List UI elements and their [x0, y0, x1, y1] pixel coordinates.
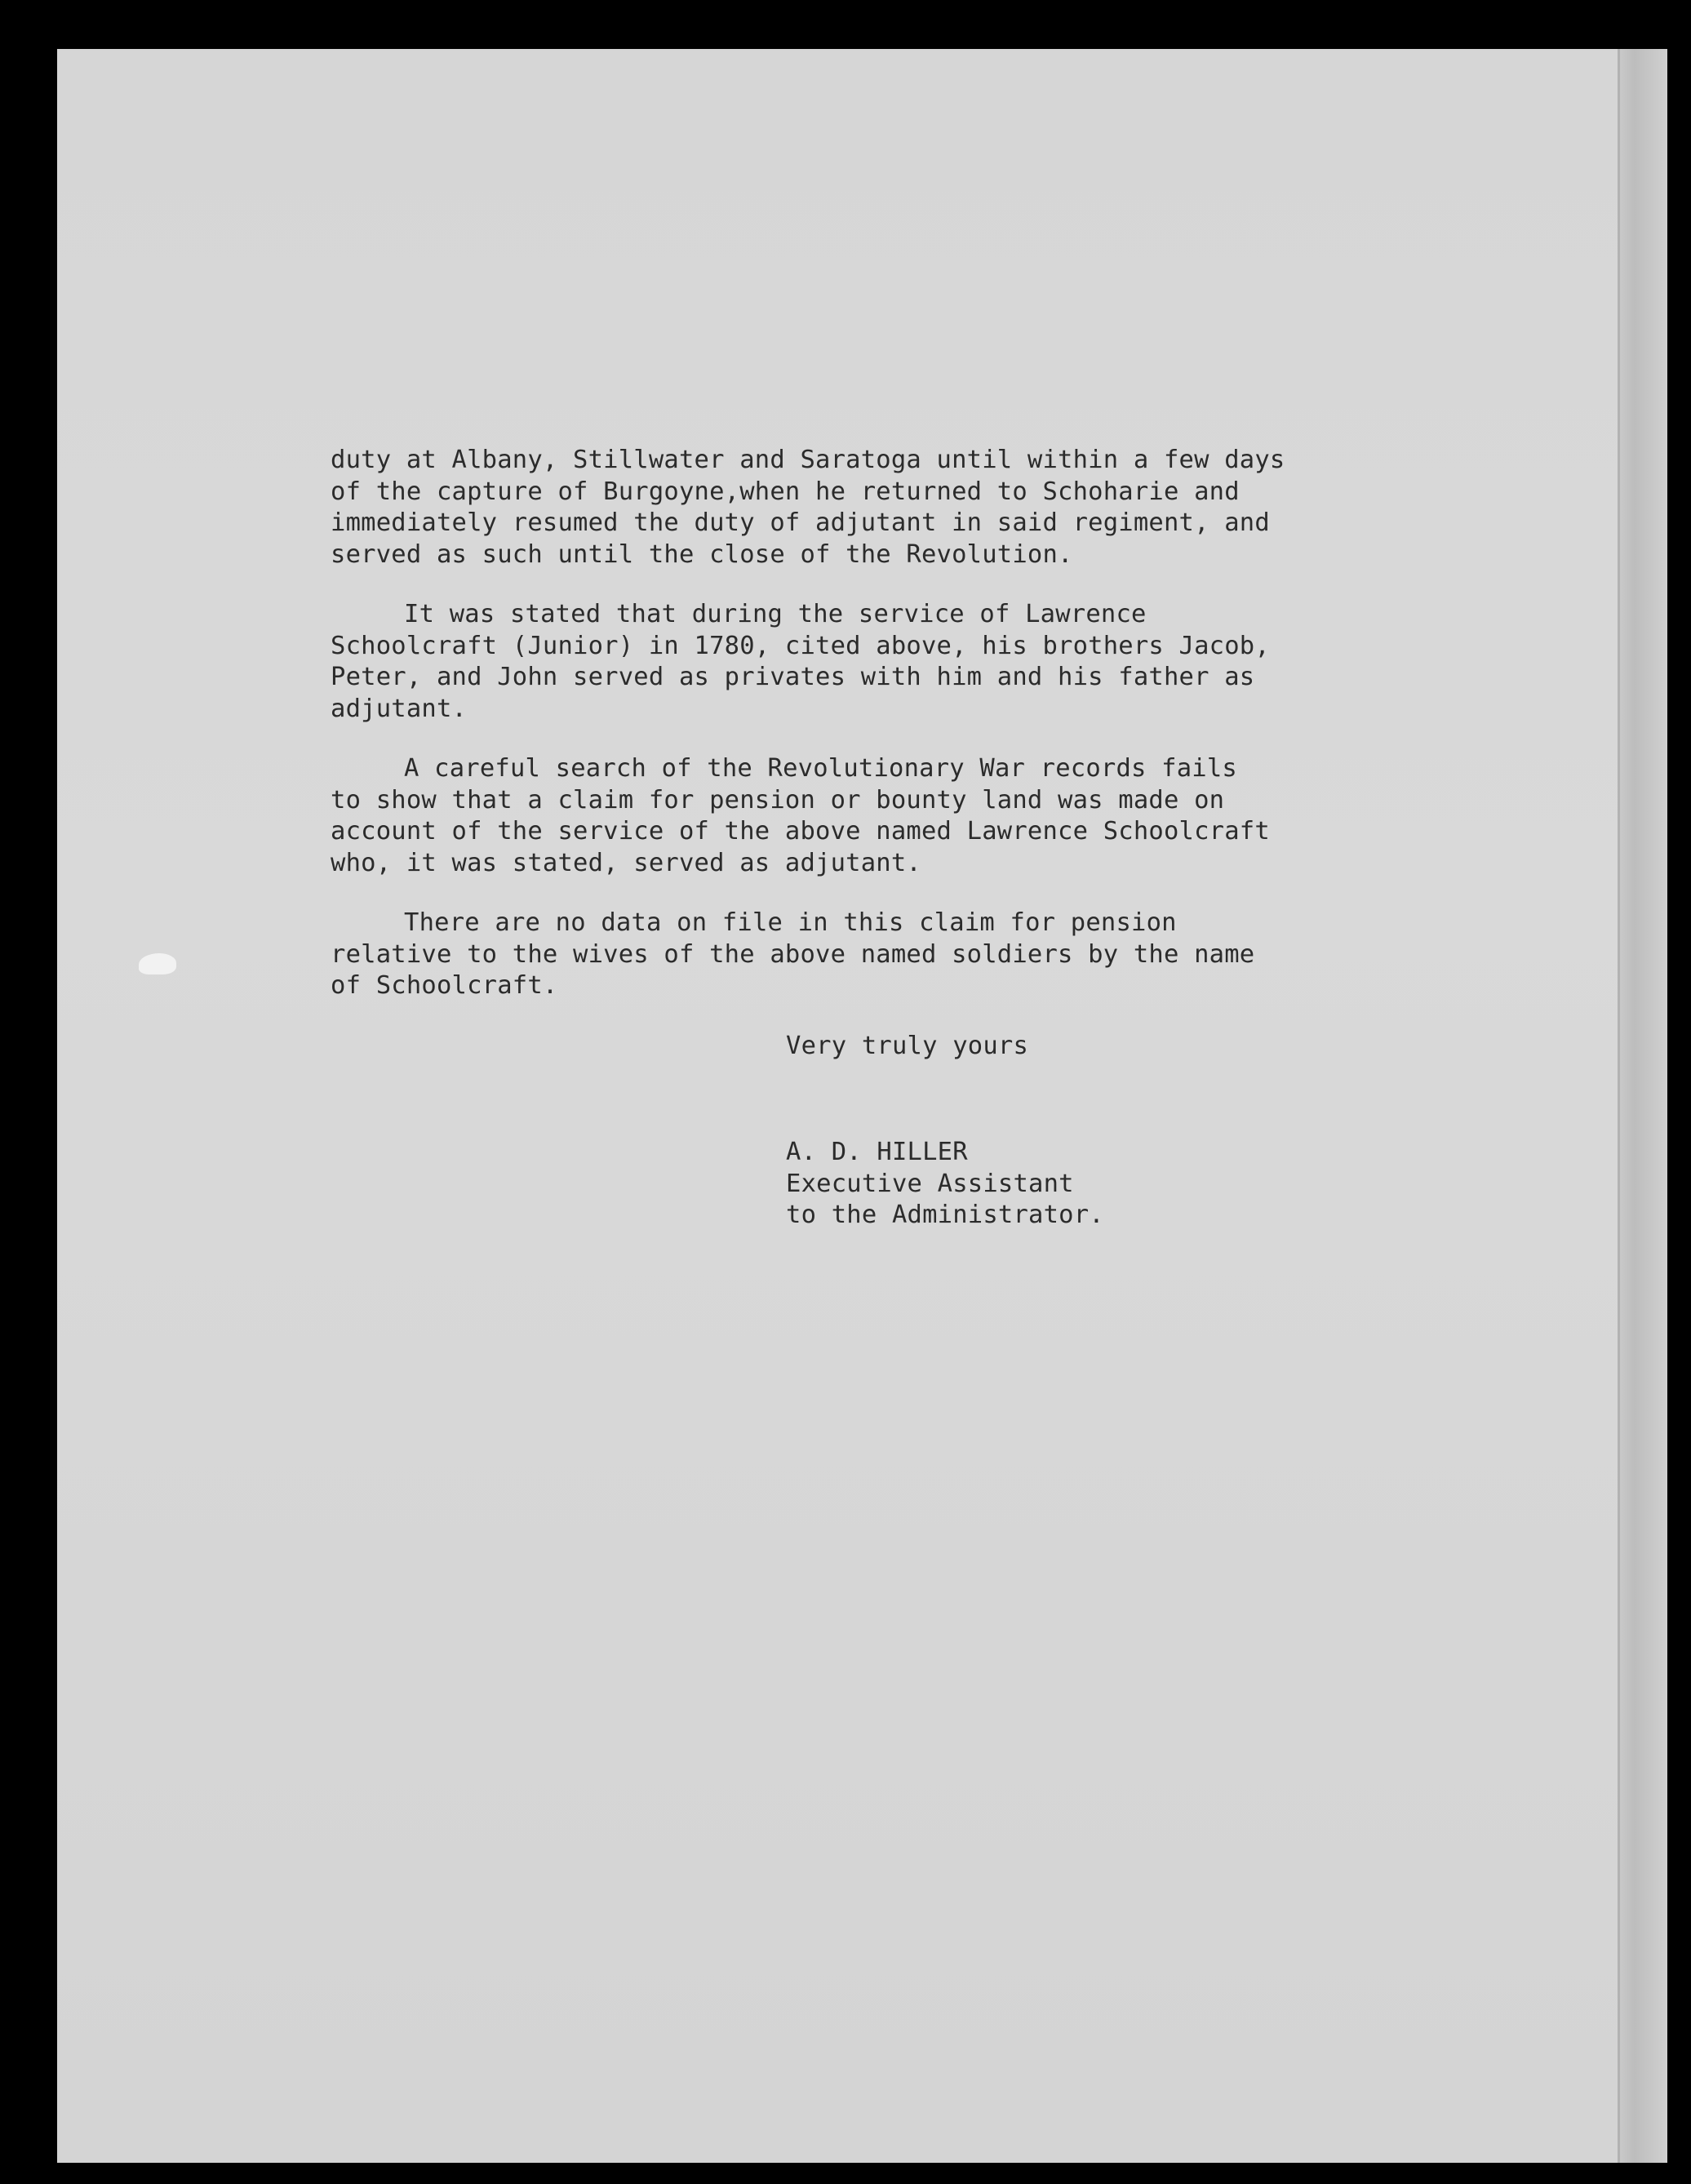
text-line: of the capture of Burgoyne,when he returned to Schoharie and — [331, 477, 1240, 506]
text-line: adjutant. — [331, 694, 468, 723]
text-line: relative to the wives of the above named soldiers by the name — [331, 939, 1255, 969]
text-line: who, it was stated, served as adjutant. — [331, 848, 921, 877]
text-line: Peter, and John served as privates with him and his father as — [331, 663, 1255, 691]
paragraph-service-duty — [331, 445, 1310, 570]
text-line: It was stated that during the service of Lawrence — [404, 600, 1147, 628]
text-line: served as such until the close of the Revolution. — [331, 539, 1073, 569]
paragraph-records-search — [331, 753, 1310, 879]
paragraph-brothers — [331, 599, 1310, 725]
sheet-edge — [1618, 49, 1667, 2163]
signer-title: Executive Assistant — [786, 1169, 1074, 1198]
text-line: of Schoolcraft. — [331, 971, 558, 1000]
signature-block — [331, 1137, 1310, 1232]
text-line: immediately resumed the duty of adjutant in said regiment, and — [331, 508, 1270, 537]
scan-speck — [139, 953, 176, 974]
letter-body — [331, 445, 1310, 1232]
text-line: to show that a claim for pension or bounty land was made on — [331, 785, 1225, 815]
letter-closing — [331, 1031, 1310, 1063]
text-line: A careful search of the Revolutionary War records fails — [404, 754, 1237, 783]
signer-subtitle: to the Administrator. — [786, 1201, 1104, 1229]
text-line: account of the service of the above named Lawrence Schoolcraft — [331, 817, 1270, 846]
closing-text: Very truly yours — [786, 1031, 1029, 1060]
text-line: duty at Albany, Stillwater and Saratoga until within a few days — [331, 446, 1285, 474]
text-line: Schoolcraft (Junior) in 1780, cited above, his brothers Jacob, — [331, 631, 1270, 660]
signer-name: A. D. HILLER — [786, 1138, 968, 1166]
text-line: There are no data on file in this claim for pension — [404, 908, 1177, 937]
paragraph-no-data — [331, 908, 1310, 1002]
